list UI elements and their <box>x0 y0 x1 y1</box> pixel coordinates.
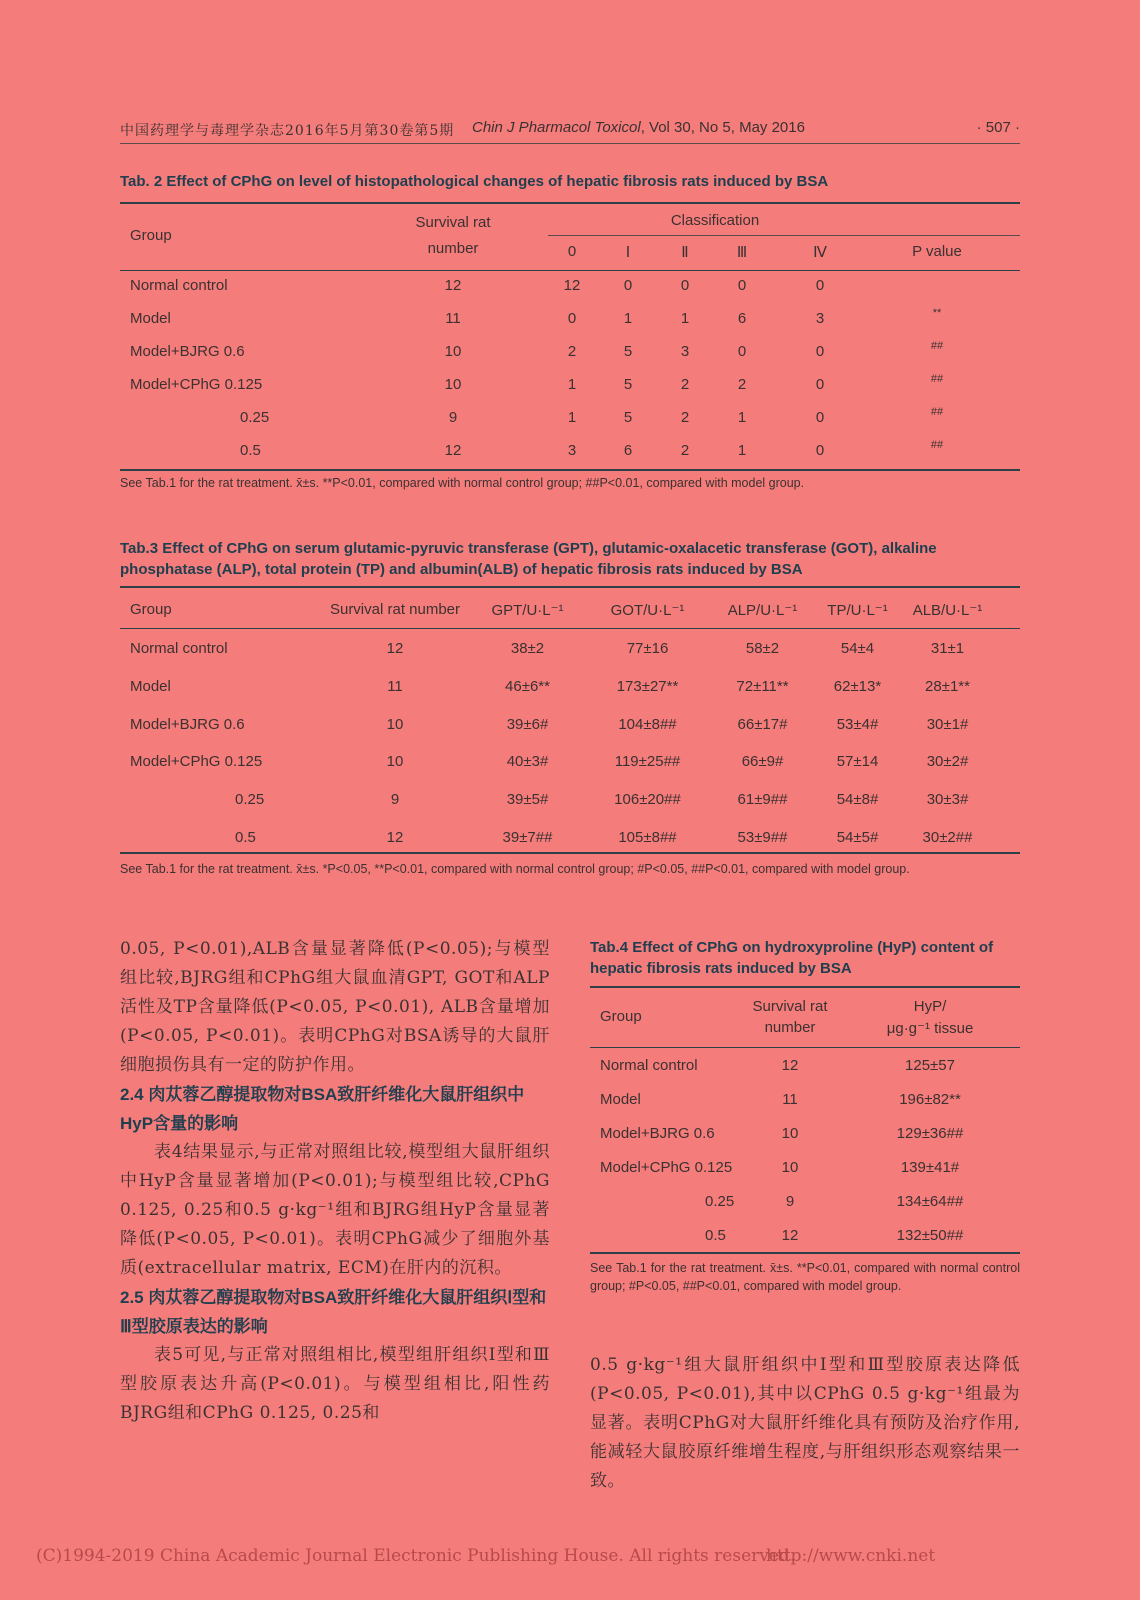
table2-row-pvalue: ** <box>932 307 942 319</box>
table4-row-hyp: 196±82** <box>899 1091 961 1108</box>
table2-row-group: Model+CPhG 0.125 <box>130 376 263 393</box>
table3-row-value: 12 <box>386 640 404 657</box>
table3-row-value: 77±16 <box>626 640 669 657</box>
table4-header-rule <box>590 1047 1020 1048</box>
running-header <box>120 117 1020 141</box>
table3-note: See Tab.1 for the rat treatment. x̄±s. *P<0.05, **P<0.01, compared with normal control group; #P<0.05, ##P<0.01, compared with model group. <box>120 862 910 876</box>
table3-row-group: Model+BJRG 0.6 <box>130 716 245 733</box>
table3-col-header: GOT/U·L⁻¹ <box>610 602 685 619</box>
table4-row-hyp: 125±57 <box>905 1057 955 1074</box>
table4-row-group: 0.25 <box>705 1193 735 1210</box>
table2-row-value: 2 <box>737 376 747 393</box>
table2-bottom-rule <box>120 469 1020 471</box>
table4-row-hyp: 129±36## <box>896 1125 964 1142</box>
left-paragraph-1: 0.05, P<0.01),ALB含量显著降低(P<0.05);与模型组比较,BJRG组和CPhG组大鼠血清GPT, GOT和ALP活性及TP含量降低(P<0.05, P<0.01), ALB含量增加(P<0.05, P<0.01)。表明CPhG对BSA诱导的大鼠肝细胞损伤具有一定的防护作用。 <box>120 939 550 1075</box>
table4-row-n: 10 <box>781 1159 799 1176</box>
table3-row-value: 119±25## <box>614 753 681 770</box>
section-2-5-heading: 2.5 肉苁蓉乙醇提取物对BSA致肝纤维化大鼠肝组织Ⅰ型和Ⅲ型胶原表达的影响 <box>120 1288 547 1336</box>
table2-header-rule <box>120 270 1020 271</box>
table4-note: See Tab.1 for the rat treatment. x̄±s. **P<0.01, compared with normal control group; #P<0.05, ##P<0.01, compared with model group. <box>590 1261 1020 1293</box>
table3-row-value: 39±5# <box>506 791 549 808</box>
table3-row-value: 30±2# <box>926 753 969 770</box>
table2-row-value: 3 <box>567 442 577 459</box>
table2-row-value: 12 <box>563 277 581 294</box>
table2-row-value: 1 <box>680 310 690 327</box>
table3-row-value: 38±2 <box>510 640 545 657</box>
table3-row-value: 53±4# <box>836 716 879 733</box>
table3-row-value: 28±1** <box>925 678 970 695</box>
table2-row-value: 3 <box>815 310 825 327</box>
table3-col-header: Group <box>130 601 172 618</box>
table3-row-value: 53±9## <box>737 829 788 846</box>
table3-row-value: 31±1 <box>930 640 965 657</box>
table2-row-value: 1 <box>623 310 633 327</box>
table2-row-value: 5 <box>623 376 633 393</box>
table2-subcol: Ⅱ <box>681 244 689 261</box>
table3-row-group: 0.25 <box>235 791 265 808</box>
table3-header-rule <box>120 628 1020 629</box>
table4-row-group: 0.5 <box>705 1227 726 1244</box>
table3-row-value: 10 <box>386 716 404 733</box>
table4-row-group: Model+BJRG 0.6 <box>600 1125 715 1142</box>
table3-row-value: 106±20## <box>614 791 681 808</box>
table2-row-value: 6 <box>737 310 747 327</box>
journal-volume: , Vol 30, No 5, May 2016 <box>640 119 805 136</box>
table3-row-value: 10 <box>386 753 404 770</box>
section-2-4-heading: 2.4 肉苁蓉乙醇提取物对BSA致肝纤维化大鼠肝组织中HyP含量的影响 <box>120 1085 525 1133</box>
table3-row-value: 66±17# <box>737 716 788 733</box>
table3-col-header: TP/U·L⁻¹ <box>827 602 888 619</box>
table3-row-group: Model+CPhG 0.125 <box>130 753 263 770</box>
table2-caption: Tab. 2 Effect of CPhG on level of histopathological changes of hepatic fibrosis rats induced by BSA <box>120 173 829 190</box>
table3-row-value: 30±3# <box>926 791 969 808</box>
table3-row-value: 12 <box>386 829 404 846</box>
table2-row-value: 0 <box>623 277 633 294</box>
table2-subcol: P value <box>912 243 962 260</box>
table3-row-value: 66±9# <box>741 753 784 770</box>
right-paragraph: 0.5 g·kg⁻¹组大鼠肝组织中Ⅰ型和Ⅲ型胶原表达降低(P<0.05, P<0.01),其中以CPhG 0.5 g·kg⁻¹组最为显著。表明CPhG对大鼠肝纤维化具有预防及治疗作用,能减轻大鼠胶原纤维增生程度,与肝组织形态观察结果一致。 <box>590 1355 1020 1491</box>
table4-row-hyp: 132±50## <box>896 1227 964 1244</box>
table2-row-n: 12 <box>444 277 462 294</box>
table3-col-header: ALP/U·L⁻¹ <box>727 602 798 619</box>
table2-col-classification: Classification <box>670 212 760 229</box>
table3-row-value: 104±8## <box>618 716 677 733</box>
table2-row-value: 0 <box>737 277 747 294</box>
table2-row-value: 2 <box>680 409 690 426</box>
table2-subcol: 0 <box>567 243 577 260</box>
table3-row-group: 0.5 <box>235 829 256 846</box>
table2-col-survival-2: number <box>427 240 479 257</box>
table2-row-group: Model+BJRG 0.6 <box>130 343 245 360</box>
table3-caption: Tab.3 Effect of CPhG on serum glutamic-pyruvic transferase (GPT), glutamic-oxalacetic transferase (GOT), alkaline phosphatase (ALP), total protein (TP) and albumin(ALB) of hepatic fibrosis rats induced by BSA <box>120 540 937 578</box>
table4-caption: Tab.4 Effect of CPhG on hydroxyproline (HyP) content of hepatic fibrosis rats induced by BSA <box>590 939 994 977</box>
table2-row-pvalue: ## <box>930 439 944 451</box>
table3-col-header: GPT/U·L⁻¹ <box>491 602 564 619</box>
table3-row-value: 9 <box>390 791 400 808</box>
table4-row-hyp: 139±41# <box>900 1159 960 1176</box>
table3-row-group: Model <box>130 678 171 695</box>
table2-row-value: 0 <box>567 310 577 327</box>
table2-col-survival-1: Survival rat <box>415 214 491 231</box>
table2-row-value: 2 <box>567 343 577 360</box>
table2-row-value: 2 <box>680 442 690 459</box>
table4-col-survival-1: Survival rat <box>752 998 828 1015</box>
table2-row-value: 5 <box>623 343 633 360</box>
table3-bottom-rule <box>120 852 1020 854</box>
table4-row-n: 11 <box>782 1091 798 1108</box>
table4-row-group: Model+CPhG 0.125 <box>600 1159 733 1176</box>
table2-row-n: 9 <box>448 409 458 426</box>
table2-row-value: 2 <box>680 376 690 393</box>
table2-row-value: 0 <box>815 409 825 426</box>
table3-row-value: 72±11** <box>736 678 789 695</box>
table4-bottom-rule <box>590 1252 1020 1254</box>
table3-row-value: 39±7## <box>502 829 553 846</box>
table2-row-value: 1 <box>567 409 577 426</box>
table2-row-value: 5 <box>623 409 633 426</box>
table4-col-group: Group <box>600 1008 642 1025</box>
table4-col-hyp-2: μg·g⁻¹ tissue <box>886 1020 974 1037</box>
table3-row-group: Normal control <box>130 640 228 657</box>
table2-row-value: 0 <box>815 343 825 360</box>
left-column <box>120 935 550 1428</box>
table4-row-n: 12 <box>781 1057 799 1074</box>
table2-row-pvalue: ## <box>930 340 944 352</box>
table2-row-pvalue: ## <box>930 373 944 385</box>
table2-row-group: 0.5 <box>240 442 261 459</box>
table2-top-rule <box>120 202 1020 204</box>
table2-row-group: Normal control <box>130 277 228 294</box>
table2-row-value: 6 <box>623 442 633 459</box>
table4-col-hyp-1: HyP/ <box>913 998 947 1015</box>
table3-col-header: Survival rat number <box>329 601 461 618</box>
table2-row-value: 0 <box>737 343 747 360</box>
table3-row-value: 173±27** <box>616 678 679 695</box>
table4-row-group: Model <box>600 1091 641 1108</box>
table4-row-group: Normal control <box>600 1057 698 1074</box>
table3-row-value: 105±8## <box>618 829 677 846</box>
table3-top-rule <box>120 586 1020 588</box>
table2-row-n: 10 <box>444 343 462 360</box>
table2-row-n: 10 <box>444 376 462 393</box>
table2-row-value: 0 <box>815 376 825 393</box>
table2-col-group: Group <box>130 227 172 244</box>
table4-col-survival-2: number <box>764 1019 816 1036</box>
table2-note: See Tab.1 for the rat treatment. x̄±s. **P<0.01, compared with normal control group; ##P<0.01, compared with model group. <box>120 476 805 490</box>
table2-row-pvalue: ## <box>930 406 944 418</box>
copyright: (C)1994-2019 China Academic Journal Electronic Publishing House. All rights reserved. <box>36 1546 796 1566</box>
table2-subcol: Ⅲ <box>736 244 748 261</box>
table2-sub-rule <box>548 235 1020 236</box>
table3-row-value: 62±13* <box>833 678 882 695</box>
table2-row-n: 12 <box>444 442 462 459</box>
table3-row-value: 54±5# <box>836 829 879 846</box>
table2-row-value: 0 <box>815 442 825 459</box>
journal-abbrev: Chin J Pharmacol Toxicol <box>472 119 641 136</box>
table2-row-value: 3 <box>680 343 690 360</box>
table4-row-hyp: 134±64## <box>896 1193 964 1210</box>
table2-row-group: 0.25 <box>240 409 270 426</box>
header-rule <box>120 143 1020 144</box>
table3-row-value: 40±3# <box>506 753 549 770</box>
table4-row-n: 9 <box>785 1193 795 1210</box>
table2-row-value: 1 <box>737 409 747 426</box>
table4-top-rule <box>590 986 1020 988</box>
table2-row-group: Model <box>130 310 171 327</box>
table3-row-value: 54±4 <box>840 640 875 657</box>
journal-name-cn: 中国药理学与毒理学杂志2016年5月第30卷第5期 <box>120 123 455 139</box>
table2-row-value: 1 <box>567 376 577 393</box>
table2-subcol: Ⅳ <box>813 244 827 261</box>
table3-row-value: 30±2## <box>922 829 973 846</box>
table2-row-value: 0 <box>680 277 690 294</box>
table3-col-header: ALB/U·L⁻¹ <box>912 602 983 619</box>
table3-row-value: 57±14 <box>836 753 879 770</box>
table3-row-value: 61±9## <box>737 791 788 808</box>
table2-row-value: 1 <box>737 442 747 459</box>
footer-url[interactable]: http://www.cnki.net <box>766 1546 936 1566</box>
table4-row-n: 12 <box>781 1227 799 1244</box>
journal-name-en <box>472 119 805 136</box>
table3-row-value: 30±1# <box>926 716 969 733</box>
table3-row-value: 46±6** <box>505 678 550 695</box>
table3-row-value: 58±2 <box>745 640 780 657</box>
left-paragraph-2: 表4结果显示,与正常对照组比较,模型组大鼠肝组织中HyP含量显著增加(P<0.01);与模型组比较,CPhG 0.125, 0.25和0.5 g·kg⁻¹组和BJRG组HyP含量显著降低(P<0.05, P<0.01)。表明CPhG减少了细胞外基质(extracellular matrix, ECM)在肝内的沉积。 <box>120 1142 550 1278</box>
left-paragraph-3: 表5可见,与正常对照组相比,模型组肝组织Ⅰ型和Ⅲ型胶原表达升高(P<0.01)。与模型组相比,阳性药BJRG组和CPhG 0.125, 0.25和 <box>120 1345 550 1423</box>
table3-row-value: 54±8# <box>836 791 879 808</box>
table2-row-value: 0 <box>815 277 825 294</box>
table2-row-n: 11 <box>445 310 461 327</box>
table3-row-value: 39±6# <box>506 716 549 733</box>
table2-subcol: Ⅰ <box>625 244 631 261</box>
page-number: · 507 · <box>976 119 1020 136</box>
table4-row-n: 10 <box>781 1125 799 1142</box>
table3-row-value: 11 <box>387 678 403 695</box>
